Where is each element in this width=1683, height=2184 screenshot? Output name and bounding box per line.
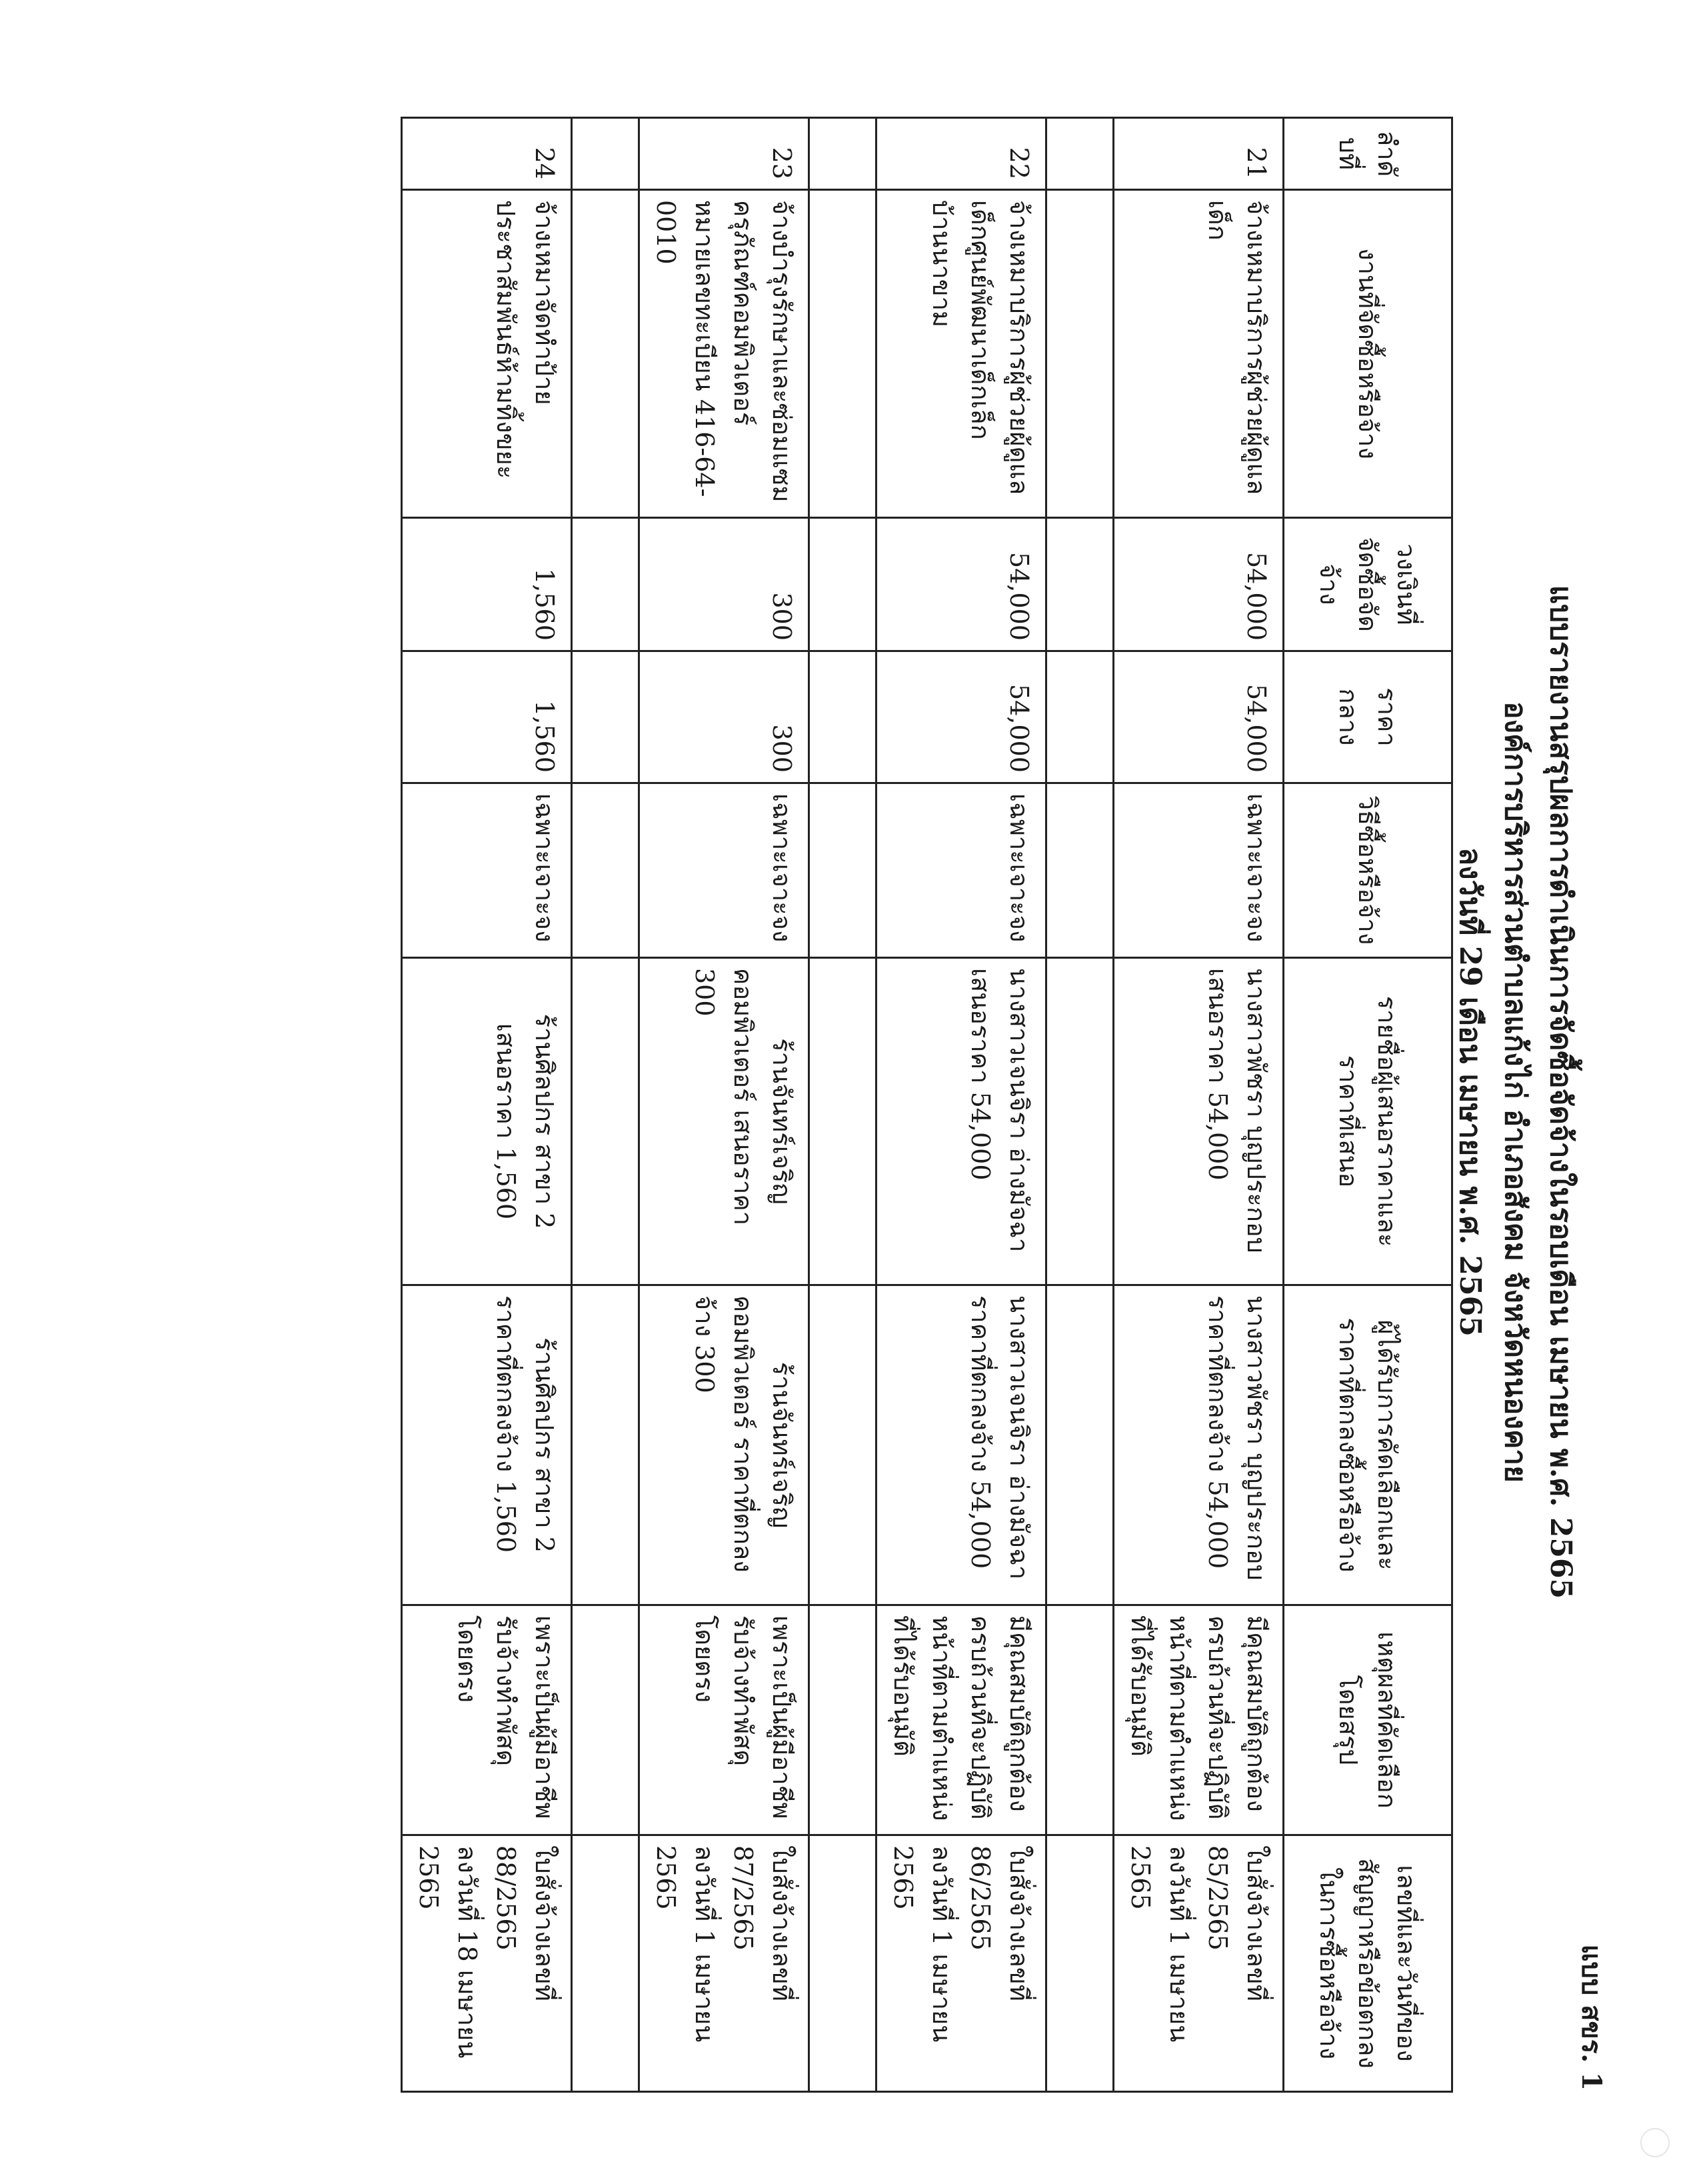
table-header-row [1284, 118, 1452, 2092]
contract-number: ใบสั่งจ้างเลขที่ 87/2565 [729, 1845, 797, 2001]
contract-date: ลงวันที่ 1 เมษายน 2565 [1126, 1845, 1194, 2043]
contract-number: ใบสั่งจ้างเลขที่ 85/2565 [1203, 1845, 1271, 2001]
cell-budget: 1,560 [402, 518, 572, 651]
header-method: วิธีซื้อหรือจ้าง [1284, 783, 1452, 958]
table-row-spacer [1046, 118, 1114, 2092]
cell-reason: เพราะเป็นผู้มีอาชีพรับจ้างทำพัสดุโดยตรง [402, 1605, 572, 1835]
cell-item: จ้างเหมาจัดทำป้ายประชาสัมพันธ์ห้ามทิ้งขยะ [402, 190, 572, 518]
header-reason: เหตุผลที่คัดเลือกโดยสรุป [1284, 1605, 1452, 1835]
table-row [639, 118, 809, 2092]
header-budget: วงเงินที่จัดซื้อจัดจ้าง [1284, 518, 1452, 651]
bidder-name: ร้านจันทร์เจริญ [767, 1038, 797, 1205]
cell-median-price: 1,560 [402, 651, 572, 783]
cell-bidders [1114, 958, 1284, 1285]
cell-item: จ้างเหมาบริการผู้ช่วยผู้ดูแลเด็ก [1114, 190, 1284, 518]
table-row [876, 118, 1046, 2092]
bidder-name: ร้านศิลปกร สาขา 2 [530, 1013, 559, 1229]
heading-title: แบบรายงานสรุปผลการดำเนินการจัดซื้อจัดจ้างในรอบเดือน เมษายน พ.ศ. 2565 [1544, 585, 1578, 1599]
cell-winner [1114, 1285, 1284, 1605]
cell-reason: มีคุณสมบัติถูกต้องครบถ้วนที่จะปฏิบัติหน้าที่ตามตำแหน่งที่ได้รับอนุมัติ [876, 1605, 1046, 1835]
cell-method: เฉพาะเจาะจง [876, 783, 1046, 958]
cell-budget: 54,000 [1114, 518, 1284, 651]
bidder-name: นางสาวพัชรา บุญประกอบ [1242, 968, 1271, 1253]
bidder-price: เสนอราคา 1,560 [491, 1023, 521, 1220]
header-no: ลำดับที่ [1284, 118, 1452, 190]
cell-item: จ้างบำรุงรักษาและซ่อมแซมครุภัณฑ์คอมพิวเตอร์ หมายเลขทะเบียน 416-64-0010 [639, 190, 809, 518]
cell-winner [402, 1285, 572, 1605]
winner-name: นางสาวเจนจิรา อ่างมัจฉา [1004, 1295, 1034, 1580]
cell-no: 21 [1114, 118, 1284, 190]
cell-median-price: 54,000 [876, 651, 1046, 783]
table-row-spacer [572, 118, 639, 2092]
header-item: งานที่จัดซื้อหรือจ้าง [1284, 190, 1452, 518]
cell-contract [1114, 1835, 1284, 2092]
heading-date: ลงวันที่ 29 เดือน เมษายน พ.ศ. 2565 [1453, 847, 1487, 1337]
contract-number: ใบสั่งจ้างเลขที่ 88/2565 [491, 1845, 559, 2001]
winner-price: คอมพิวเตอร์ ราคาที่ตกลงจ้าง 300 [690, 1295, 758, 1573]
header-bidders: รายชื่อผู้เสนอราคาและราคาที่เสนอ [1284, 958, 1452, 1285]
cell-winner [639, 1285, 809, 1605]
cell-contract [876, 1835, 1046, 2092]
cell-no: 22 [876, 118, 1046, 190]
bidder-price: คอมพิวเตอร์ เสนอราคา 300 [690, 968, 758, 1226]
winner-price: ราคาที่ตกลงจ้าง 54,000 [1203, 1295, 1232, 1569]
cell-contract [639, 1835, 809, 2092]
cell-bidders [402, 958, 572, 1285]
cell-winner [876, 1285, 1046, 1605]
cell-budget: 54,000 [876, 518, 1046, 651]
winner-name: นางสาวพัชรา บุญประกอบ [1242, 1295, 1271, 1581]
bidder-price: เสนอราคา 54,000 [1203, 968, 1232, 1181]
contract-date: ลงวันที่ 1 เมษายน 2565 [651, 1845, 719, 2043]
header-contract: เลขที่และวันที่ของสัญญาหรือข้อตกลงในการซื้อหรือจ้าง [1284, 1835, 1452, 2092]
winner-price: ราคาที่ตกลงจ้าง 54,000 [966, 1295, 995, 1569]
contract-date: ลงวันที่ 1 เมษายน 2565 [888, 1845, 956, 2043]
form-code: แบบ สขร. 1 [1576, 1944, 1607, 2091]
scan-artifact-mark [1640, 2128, 1670, 2157]
document-heading [1447, 0, 1583, 2184]
bidder-price: เสนอราคา 54,000 [966, 968, 995, 1181]
cell-no: 23 [639, 118, 809, 190]
cell-reason: มีคุณสมบัติถูกต้องครบถ้วนที่จะปฏิบัติหน้าที่ตามตำแหน่งที่ได้รับอนุมัติ [1114, 1605, 1284, 1835]
contract-number: ใบสั่งจ้างเลขที่ 86/2565 [966, 1845, 1034, 2001]
cell-reason: เพราะเป็นผู้มีอาชีพรับจ้างทำพัสดุโดยตรง [639, 1605, 809, 1835]
cell-bidders [639, 958, 809, 1285]
bidder-name: นางสาวเจนจิรา อ่างมัจฉา [1004, 968, 1034, 1253]
cell-no: 24 [402, 118, 572, 190]
heading-organization: องค์การบริหารส่วนตำบลแก้งไก่ อำเภอสังคม จังหวัดหนองคาย [1498, 701, 1532, 1483]
cell-contract [402, 1835, 572, 2092]
cell-method: เฉพาะเจาะจง [402, 783, 572, 958]
cell-item: จ้างเหมาบริการผู้ช่วยผู้ดูแลเด็กศูนย์พัฒนาเด็กเล็กบ้านนาขาม [876, 190, 1046, 518]
header-median-price: ราคากลาง [1284, 651, 1452, 783]
header-winner: ผู้ได้รับการคัดเลือกและราคาที่ตกลงซื้อหรือจ้าง [1284, 1285, 1452, 1605]
cell-budget: 300 [639, 518, 809, 651]
cell-median-price: 300 [639, 651, 809, 783]
winner-price: ราคาที่ตกลงจ้าง 1,560 [491, 1295, 521, 1553]
procurement-report-table [401, 117, 1453, 2093]
cell-median-price: 54,000 [1114, 651, 1284, 783]
contract-date: ลงวันที่ 18 เมษายน 2565 [414, 1845, 482, 2059]
cell-bidders [876, 958, 1046, 1285]
winner-name: ร้านจันทร์เจริญ [767, 1361, 797, 1529]
winner-name: ร้านศิลปกร สาขา 2 [530, 1337, 559, 1553]
table-row [1114, 118, 1284, 2092]
table-row-spacer [809, 118, 876, 2092]
cell-method: เฉพาะเจาะจง [1114, 783, 1284, 958]
table-row [402, 118, 572, 2092]
cell-method: เฉพาะเจาะจง [639, 783, 809, 958]
